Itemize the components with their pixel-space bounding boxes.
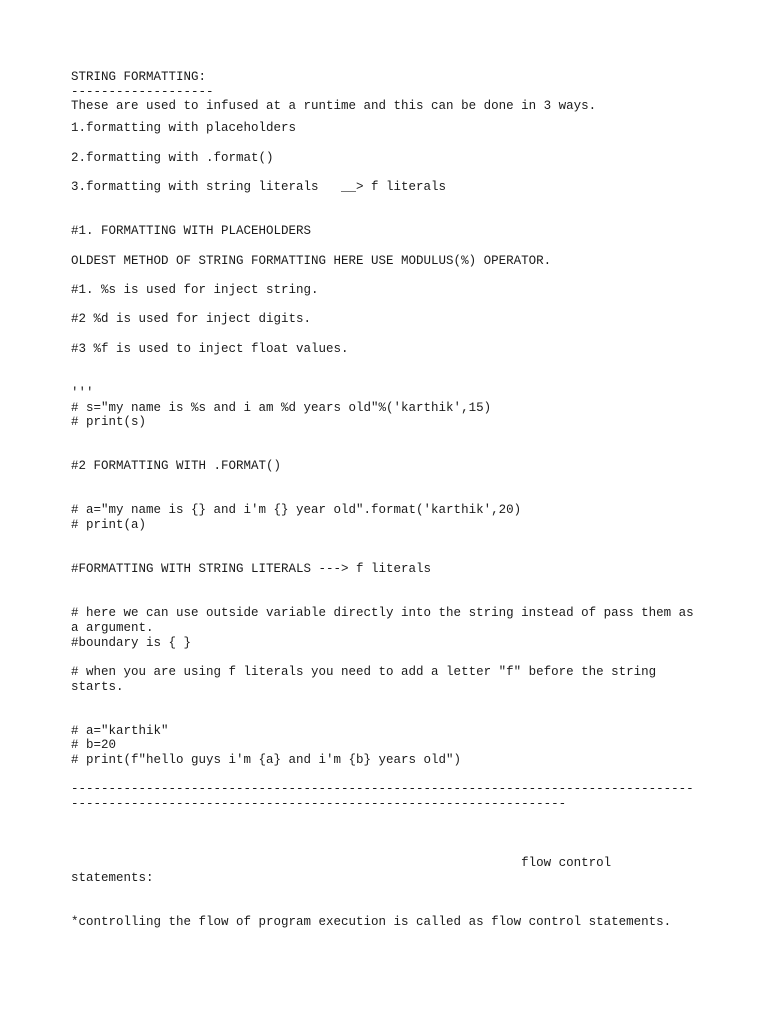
code-line: # print(a) [71,518,147,533]
document-body [71,70,701,929]
code-line: # s="my name is %s and i am %d years old"%('karthik',15) [71,400,492,415]
way-item: 1.formatting with placeholders [71,121,297,136]
separator-line: ----------------------------------------------------------------------------------- [71,782,694,797]
heading-underline: ------------------- [71,84,214,99]
note-line: # here we can use outside variable directly into the string instead of pass them as [71,606,694,621]
intro-text: These are used to infused at a runtime and this can be done in 3 ways. [71,99,597,114]
specifier-item: #3 %f is used to inject float values. [71,341,349,356]
note-line: # when you are using f literals you need to add a letter "f" before the string [71,664,657,679]
quote-marker: ''' [71,385,94,400]
code-line: # a="my name is {} and i'm {} year old".format('karthik',20) [71,503,522,518]
flow-heading: statements: [71,870,154,885]
specifier-item: #1. %s is used for inject string. [71,282,319,297]
code-line: # print(f"hello guys i'm {a} and i'm {b} years old") [71,753,462,768]
flow-description: *controlling the flow of program execution is called as flow control statements. [71,914,672,929]
section1-title: #1. FORMATTING WITH PLACEHOLDERS [71,224,312,239]
note-line: starts. [71,679,124,694]
document-heading: STRING FORMATTING: [71,70,207,84]
flow-heading: flow control [71,855,612,870]
separator-line: ------------------------------------------------------------------ [71,797,567,812]
code-line: # a="karthik" [71,723,169,738]
way-item: 2.formatting with .format() [71,150,274,165]
section3-title: #FORMATTING WITH STRING LITERALS ---> f literals [71,562,432,577]
section2-title: #2 FORMATTING WITH .FORMAT() [71,459,282,474]
way-item: 3.formatting with string literals __> f literals [71,180,447,195]
code-line: # print(s) [71,415,147,430]
section1-description: OLDEST METHOD OF STRING FORMATTING HERE USE MODULUS(%) OPERATOR. [71,253,552,268]
note-line: a argument. [71,620,154,635]
note-line: #boundary is { } [71,635,192,650]
specifier-item: #2 %d is used for inject digits. [71,312,312,327]
code-line: # b=20 [71,738,117,753]
